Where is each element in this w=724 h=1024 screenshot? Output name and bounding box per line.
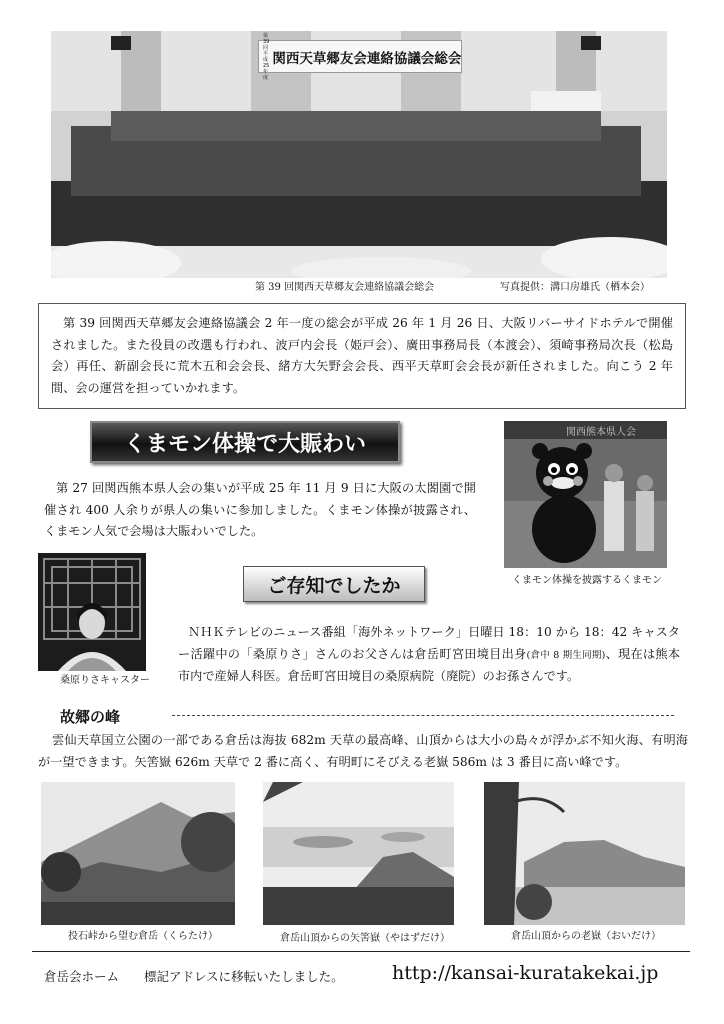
kumamon-caption: くまモン体操を披露するくまモン <box>512 575 662 586</box>
kumamon-photo-sign: 関西熊本県人会 <box>566 427 636 438</box>
photo-oidake <box>484 782 685 925</box>
kuwahara-photo <box>38 553 146 671</box>
assembly-text-box <box>38 303 686 409</box>
gozonji-body-main: ＮＨＫテレビのニュース番組「海外ネットワーク」日曜日 18：10 から 18：42 キャスター活躍中の「桑原りさ」さんのお父さんは倉岳町宮田境目出身 <box>178 625 680 661</box>
yahazu-caption: 倉岳山頂からの矢筈嶽（やはずだけ） <box>280 933 450 944</box>
photo-kuratake <box>41 782 235 925</box>
gozonji-heading <box>243 566 425 602</box>
assembly-body: 第 39 回関西天草郷友会連絡協議会 2 年一度の総会が平成 26 年 1 月 26 日、大阪リバーサイドホテルで開催されました。また役員の改選も行われ、波戸内会長（姫戸会）、廣田事務局長（本渡会）、須崎事務局次長（松島会）再任、新副会長に荒木五和会会長、緒方大矢野会会長、西平天草町会会長が新任されました。向こう 2 年間、会の運営を担っていかれます。 <box>51 316 673 395</box>
furusato-body: 雲仙天草国立公園の一部である倉岳は海抜 682m 天草の最高峰、山頂からは大小の島々が浮かぶ不知火海、有明海が一望できます。矢筈嶽 626m 天草で 2 番に高く、有明町にそびえる老嶽 586m は 3 番目に高い峰です。 <box>38 733 688 769</box>
footer-divider <box>32 951 690 952</box>
furusato-heading: 故郷の峰 <box>60 708 121 726</box>
kumamon-photo <box>504 421 667 568</box>
group-photo-credit: 写真提供：溝口房雄氏（栖本会） <box>500 282 650 293</box>
gozonji-heading-text: ご存知でしたか <box>267 574 401 597</box>
banner-title: 関西天草郷友会連絡協議会総会 <box>272 50 462 67</box>
group-photo <box>51 31 667 278</box>
photo-yahazu <box>263 782 454 925</box>
kuwahara-caption: 桑原りさキャスター <box>60 675 150 686</box>
kumamon-text <box>44 478 476 543</box>
kumamon-heading-text: くまモン体操で大賑わい <box>123 431 366 457</box>
gozonji-text <box>178 622 680 688</box>
footer-url[interactable]: http://kansai-kuratakekai.jp <box>392 962 659 984</box>
banner-line-1: 第39回 <box>263 32 270 51</box>
kumamon-heading <box>90 421 400 463</box>
gozonji-body-note: (倉中 8 期生同期) <box>526 649 606 661</box>
kumamon-body: 第 27 回関西熊本県人会の集いが平成 25 年 11 月 9 日に大阪の太閤園で開催され 400 人余りが県人の集いに参加しました。くまモン体操が披露され、くまモン人気で会場は大賑わいでした。 <box>44 481 476 538</box>
oidake-caption: 倉岳山頂からの老嶽（おいだけ） <box>511 931 661 942</box>
assembly-banner <box>258 32 462 81</box>
gozonji-body-rest: 、現在は熊本市内で産婦人科医。倉岳町宮田境目の桑原病院（廃院）のお孫さんです。 <box>178 646 681 683</box>
gozonji-body <box>178 622 680 688</box>
kuratake-caption: 投石峠から望む倉岳（くらたけ） <box>68 931 218 942</box>
footer-text: 倉岳会ホーム 標記アドレスに移転いたしました。 <box>44 969 344 984</box>
group-photo-caption: 第 39 回関西天草郷友会連絡協議会総会 <box>255 282 435 293</box>
furusato-divider <box>172 715 674 716</box>
banner-line-2: 平成25年度 <box>263 50 270 81</box>
furusato-text <box>38 730 688 773</box>
